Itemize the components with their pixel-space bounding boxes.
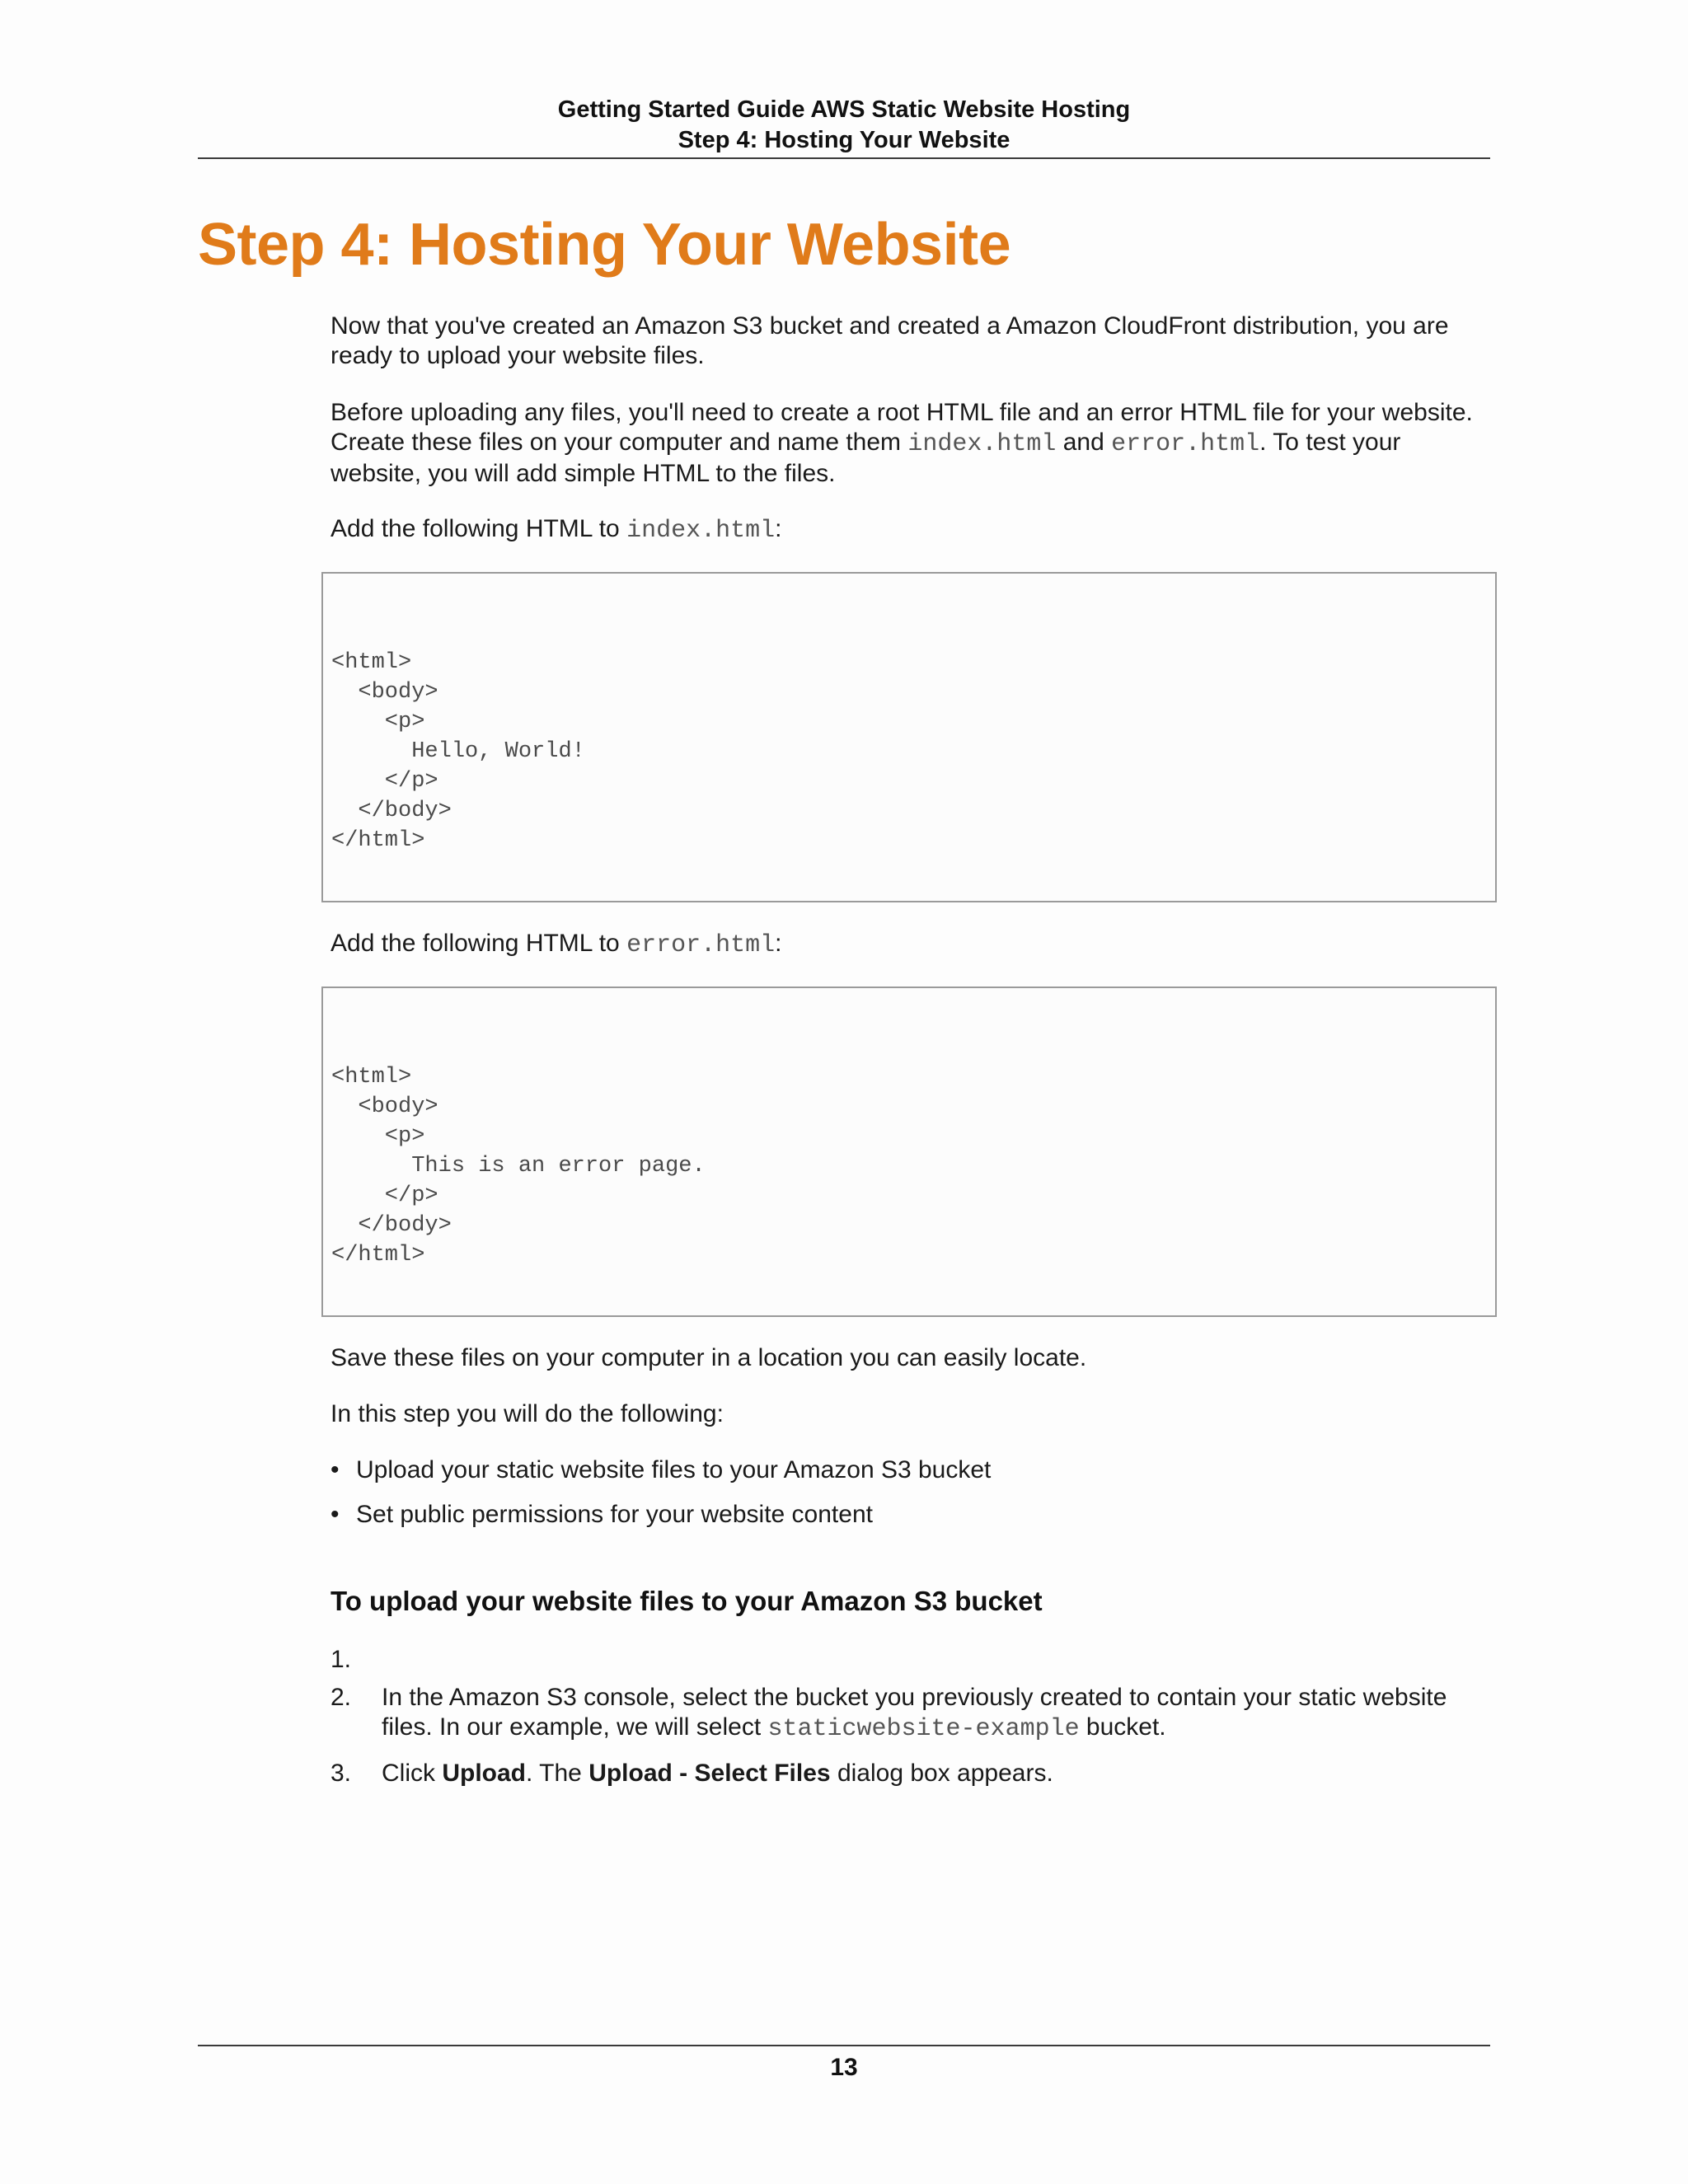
step-number: 2.	[331, 1684, 352, 1711]
index-html-code-block	[321, 572, 1497, 902]
step-intro-paragraph: In this step you will do the following:	[331, 1400, 724, 1427]
procedure-step	[331, 1683, 1493, 1744]
step-text: In the Amazon S3 console, select the bucket you previously created to contain your static website files. In our example, we will select	[382, 1684, 1447, 1741]
paragraph-text: :	[775, 515, 782, 542]
step-text: . The	[526, 1760, 589, 1787]
list-item-text: Upload your static website files to your Amazon S3 bucket	[356, 1456, 992, 1483]
page-title: Step 4: Hosting Your Website	[198, 212, 1011, 278]
inline-code-error: error.html	[1111, 430, 1260, 458]
procedure-step	[331, 1759, 1493, 1788]
inline-code-bucket: staticwebsite-example	[767, 1715, 1080, 1743]
bullet-icon: •	[331, 1456, 340, 1483]
inline-code-index: index.html	[907, 430, 1057, 458]
add-index-paragraph	[331, 514, 1493, 546]
error-html-code-block	[321, 987, 1497, 1317]
bullet-icon: •	[331, 1501, 340, 1528]
list-item	[331, 1500, 991, 1530]
paragraph-text: . To test your website, you will add simple HTML to the files.	[331, 429, 1401, 487]
paragraph-text: Add the following HTML to	[331, 515, 627, 542]
procedure-heading: To upload your website files to your Amazon S3 bucket	[331, 1586, 1043, 1616]
save-files-paragraph: Save these files on your computer in a location you can easily locate.	[331, 1344, 1087, 1371]
paragraph-text: :	[775, 930, 782, 957]
procedure-step	[331, 1645, 1493, 1675]
create-files-paragraph	[331, 398, 1493, 489]
step-number: 1.	[331, 1646, 352, 1673]
header-divider	[198, 157, 1490, 159]
inline-code-error: error.html	[626, 931, 776, 959]
paragraph-text: Add the following HTML to	[331, 930, 627, 957]
paragraph-text: Before uploading any files, you'll need to create a root HTML file and an error HTML file for your website. Create these files on your computer and name them	[331, 399, 1473, 456]
list-item	[331, 1455, 991, 1485]
code-listing: <html> <body> <p> This is an error page. </p> </body> </html>	[331, 1065, 706, 1268]
inline-code-index: index.html	[626, 517, 776, 545]
code-listing: <html> <body> <p> Hello, World! </p> </body> </html>	[331, 650, 585, 853]
step-text: Click	[382, 1760, 443, 1787]
intro-paragraph: Now that you've created an Amazon S3 bucket and created a Amazon CloudFront distribution, you are ready to upload your website files.	[331, 312, 1449, 369]
running-header-title: Getting Started Guide AWS Static Website Hosting	[557, 96, 1131, 123]
step-bullet-list	[331, 1455, 991, 1544]
footer-divider	[198, 2045, 1490, 2046]
list-item-text: Set public permissions for your website content	[356, 1501, 873, 1528]
add-error-paragraph	[331, 929, 1493, 960]
paragraph-text: and	[1056, 429, 1112, 456]
step-number: 3.	[331, 1760, 352, 1787]
ui-term-dialog: Upload - Select Files	[588, 1760, 831, 1787]
ui-term-upload: Upload	[442, 1760, 527, 1787]
procedure-steps	[331, 1645, 1493, 1788]
running-header-section: Step 4: Hosting Your Website	[678, 127, 1010, 153]
page-number: 13	[830, 2054, 858, 2081]
step-text: dialog box appears.	[830, 1760, 1053, 1787]
step-text: bucket.	[1079, 1713, 1166, 1741]
